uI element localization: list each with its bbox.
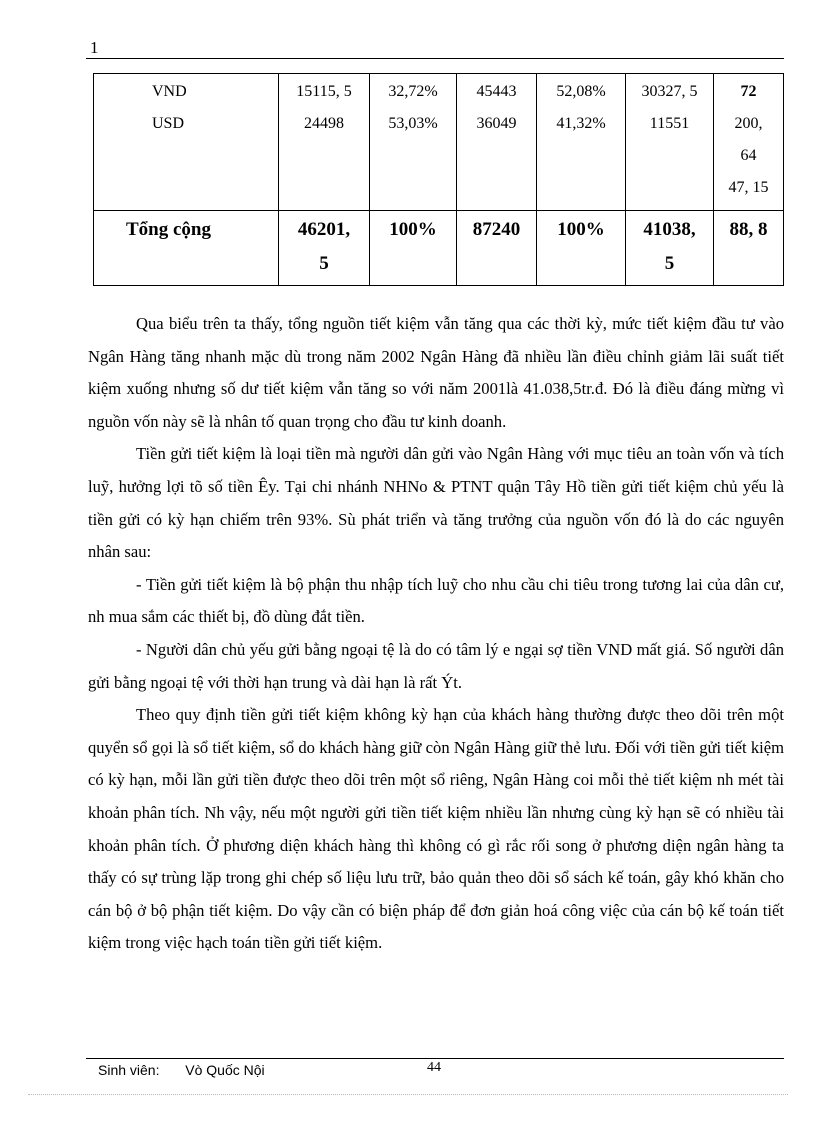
- paragraph: - Tiền gửi tiết kiệm là bộ phận thu nhập tích luỹ cho nhu cầu chi tiêu trong tương lai của dân cư, nh mua sắm các thiết bị, đồ dùng đắt tiền.: [88, 574, 784, 627]
- currency-labels-cell: [94, 74, 279, 211]
- table-cell: [279, 211, 370, 286]
- cell-value: 11551: [649, 115, 690, 132]
- cell-value: 72: [740, 83, 757, 100]
- student-label: Sinh viên:: [98, 1062, 160, 1078]
- body-text: [88, 308, 784, 960]
- cell-value: 100%: [389, 219, 437, 240]
- table-cell: [457, 211, 537, 286]
- table-cell: [279, 74, 370, 211]
- footer-rule: [86, 1058, 784, 1059]
- total-label: Tổng cộng: [126, 219, 211, 240]
- cell-value: 100%: [557, 219, 605, 240]
- table-cell: [370, 211, 457, 286]
- cell-value: 15115, 5: [296, 83, 352, 100]
- cell-value: 36049: [476, 115, 517, 132]
- paragraph: - Người dân chủ yếu gửi bằng ngoại tệ là do có tâm lý e ngại sợ tiền VND mất giá. Số người dân gửi bằng ngoại tệ với thời hạn trung và dài hạn là rất Ýt.: [88, 639, 784, 692]
- table-cell: [457, 74, 537, 211]
- table-cell: [370, 74, 457, 211]
- cell-value: 32,72%: [388, 83, 438, 100]
- table-cell: [714, 211, 784, 286]
- table-cell: [626, 74, 714, 211]
- cell-value: 52,08%: [556, 83, 606, 100]
- header-rule: [86, 58, 784, 59]
- bottom-dotted-line: [28, 1094, 788, 1095]
- cell-value: 5: [319, 253, 329, 274]
- footer-student: [98, 1062, 265, 1078]
- cell-value: 46201,: [297, 219, 351, 240]
- table-cell: [714, 74, 784, 211]
- student-name: Vò Quốc Nội: [185, 1062, 265, 1078]
- cell-value: 24498: [304, 115, 344, 132]
- cell-value: 5: [664, 253, 675, 274]
- savings-table: [93, 73, 784, 286]
- cell-value: 30327, 5: [641, 83, 698, 100]
- cell-value: 200,: [734, 115, 763, 132]
- cell-value: 41038,: [643, 219, 696, 240]
- currency-label: USD: [152, 115, 185, 132]
- cell-value: 64: [740, 147, 757, 164]
- total-label-cell: [94, 211, 279, 286]
- paragraph: Theo quy định tiền gửi tiết kiệm không kỳ hạn của khách hàng thường được theo dõi trên một quyển sổ gọi là sổ tiết kiệm, sổ do khách hàng giữ còn Ngân Hàng giữ thẻ lưu. Đối với tiền gửi tiết kiệm có kỳ hạn, mỗi lần gửi tiền được theo dõi trên một sổ riêng, Ngân Hàng coi mỗi thẻ tiết kiệm nh mét tài khoản phân tích. Nh vậy, nếu một người gửi tiền tiết kiệm nhiều lần nhưng cùng kỳ hạn sẽ có nhiều tài khoản phân tích. Ở phương diện khách hàng thì không có gì rắc rối song ở phương diện ngân hàng ta thấy có sự trùng lặp trong ghi chép số liệu lưu trữ, bảo quản theo dõi sổ sách kế toán, gây khó khăn cho cán bộ ở bộ phận tiết kiệm. Do vậy cần có biện pháp để đơn giản hoá công việc của cán bộ kế toán tiết kiệm trong việc hạch toán tiền gửi tiết kiệm.: [88, 705, 784, 953]
- paragraph: Qua biểu trên ta thấy, tổng nguồn tiết kiệm vẫn tăng qua các thời kỳ, mức tiết kiệm đầu tư vào Ngân Hàng tăng nhanh mặc dù trong năm 2002 Ngân Hàng đã nhiều lần điều chỉnh giảm lãi suất tiết kiệm xuống nhưng số dư tiết kiệm vẫn tăng so với năm 2001là 41.038,5tr.đ. Đó là điều đáng mừng vì nguồn vốn này sẽ là nhân tố quan trọng cho đầu tư kinh doanh.: [88, 314, 784, 431]
- table-cell: [537, 74, 626, 211]
- cell-value: 53,03%: [388, 115, 438, 132]
- table-cell: [626, 211, 714, 286]
- cell-value: 47, 15: [728, 179, 769, 196]
- cell-value: 45443: [476, 83, 517, 100]
- page-number: 44: [427, 1060, 441, 1075]
- table-row-total: [94, 211, 784, 286]
- table-cell: [537, 211, 626, 286]
- currency-label: VND: [152, 83, 187, 100]
- table-row-currency: [94, 74, 784, 211]
- header-page-marker: 1: [90, 38, 99, 57]
- paragraph: Tiền gửi tiết kiệm là loại tiền mà người dân gửi vào Ngân Hàng với mục tiêu an toàn vốn và tích luỹ, hưởng lợi tõ số tiền Êy. Tại chi nhánh NHNo & PTNT quận Tây Hồ tiền gửi tiết kiệm chủ yếu là tiền gửi có kỳ hạn chiếm trên 93%. Sù phát triển và tăng trưởng của nguồn vốn đó là do các nguyên nhân sau:: [88, 444, 784, 562]
- cell-value: 88, 8: [729, 219, 768, 240]
- cell-value: 87240: [472, 219, 521, 240]
- cell-value: 41,32%: [556, 115, 606, 132]
